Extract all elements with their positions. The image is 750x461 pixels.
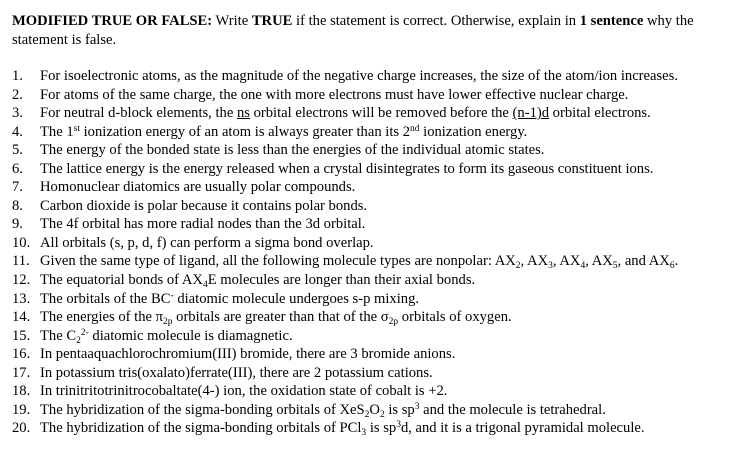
statement-item [12,86,742,105]
statement-text [40,327,742,346]
superscript: 2- [80,327,89,338]
statement-number: 13. [12,290,31,307]
statement-item [12,141,742,160]
statement-segment: For neutral d-block elements, the [40,105,237,122]
subscript: 2 [76,335,81,346]
statement-segment: , and AX [617,253,670,270]
statement-text [40,364,742,383]
statement-number: 6. [12,160,23,177]
statement-item [12,290,742,309]
instructions-text: Write [212,13,252,29]
subscript: 2p [163,317,173,328]
statement-segment: In potassium tris(oxalato)ferrate(III), there are 2 potassium cations. [40,364,433,381]
statement-text [40,160,742,179]
statement-segment: The orbitals of the BC [40,290,171,307]
statement-segment: E molecules are longer than their axial bonds. [207,272,476,289]
statement-number: 16. [12,346,31,363]
statement-segment: For isoelectronic atoms, as the magnitude of the negative charge increases, the size of the atom/ion increases. [40,68,678,84]
statement-segment: , AX [520,253,549,270]
statement-text [40,86,742,105]
statement-segment: O [369,401,380,418]
instructions-text: why the statement is false. [12,13,694,48]
statement-item [12,252,742,271]
statement-text [40,290,742,309]
subscript: 6 [669,261,675,272]
subscript: 2 [515,261,521,272]
statement-text [40,67,742,86]
subscript: 3 [361,428,367,439]
statement-number: 5. [12,142,23,159]
subscript: 4 [580,261,586,272]
statement-text [40,271,742,290]
statement-segment: The 4f orbital has more radial nodes than the 3d orbital. [40,216,366,233]
instructions-count: 1 sentence [579,13,644,29]
statement-number: 12. [12,272,31,289]
statement-segment: Homonuclear diatomics are usually polar compounds. [40,179,356,196]
statement-text [40,234,742,253]
underlined-text: (n-1)d [512,105,550,122]
statement-item [12,345,742,364]
statement-segment: All orbitals (s, p, d, f) can perform a sigma bond overlap. [40,234,374,251]
statement-text [40,382,742,401]
statement-segment: ionization energy. [419,123,528,140]
statement-segment: In pentaaquachlorochromium(III) bromide, there are 3 bromide anions. [40,346,456,363]
subscript: 3 [548,261,553,272]
statement-segment: , AX [552,253,581,270]
statement-number: 1. [12,68,23,84]
statement-segment: diatomic molecule is diamagnetic. [88,327,293,344]
statement-number: 19. [12,401,31,418]
superscript: 3 [396,420,401,431]
statement-number: 3. [12,105,23,122]
statement-segment: The lattice energy is the energy released when a crystal disintegrates to form its gaseous constituent ions. [40,160,654,177]
statement-list [12,67,742,438]
statement-segment: is sp [384,401,415,418]
statement-text [40,401,742,420]
statement-number: 9. [12,216,23,233]
statement-item [12,327,742,346]
superscript: 3 [414,401,420,412]
subscript: 4 [202,280,208,291]
statement-text [40,178,742,197]
statement-segment: In trinitritotrinitrocobaltate(4-) ion, the oxidation state of cobalt is +2. [40,383,448,400]
statement-text [40,308,742,327]
statement-text [40,252,742,271]
statement-text [40,345,742,364]
statement-number: 11. [12,253,30,270]
statement-segment: The hybridization of the sigma-bonding orbitals of XeS [40,401,365,418]
statement-number: 4. [12,123,23,140]
statement-segment: ionization energy of an atom is always greater than its 2 [79,123,411,140]
statement-number: 14. [12,309,31,326]
statement-number: 20. [12,420,31,437]
statement-segment: is sp [366,420,397,437]
statement-item [12,308,742,327]
statement-item [12,178,742,197]
statement-item [12,104,742,123]
superscript: nd [410,123,420,134]
statement-segment: diatomic molecule undergoes s-p mixing. [173,290,420,307]
statement-item [12,364,742,383]
statement-segment: , AX [585,253,613,270]
statement-item [12,382,742,401]
underlined-text: ns [236,105,250,122]
statement-number: 8. [12,197,23,214]
statement-text [40,197,742,216]
statement-segment: orbital electrons. [549,105,651,122]
subscript: 2p [388,317,399,328]
superscript: - [170,290,174,301]
statement-segment: The 1 [40,123,74,140]
instructions-keyword: TRUE [251,13,293,29]
statement-segment: The energies of the π [40,309,163,326]
statement-segment: For atoms of the same charge, the one with more electrons must have lower effective nuclear charge. [40,86,629,103]
statement-text [40,419,742,438]
statement-number: 18. [12,383,31,400]
statement-segment: d, and it is a trigonal pyramidal molecule. [400,420,645,437]
statement-segment: Carbon dioxide is polar because it contains polar bonds. [40,197,368,214]
statement-item [12,234,742,253]
statement-text [40,141,742,160]
statement-item [12,419,742,438]
statement-number: 17. [12,364,31,381]
statement-segment: orbitals are greater than that of the σ [172,309,389,326]
statement-item [12,401,742,420]
statement-segment: orbitals of oxygen. [398,309,512,326]
statement-segment: orbital electrons will be removed before the [249,105,513,122]
statement-item [12,271,742,290]
statement-item [12,197,742,216]
statement-number: 7. [12,179,23,196]
subscript: 2 [379,409,385,420]
statement-text [40,104,742,123]
statement-segment: The hybridization of the sigma-bonding orbitals of PCl [40,420,362,437]
instructions-text: if the statement is correct. Otherwise, explain in [292,13,580,29]
statement-segment: Given the same type of ligand, all the following molecule types are nonpolar: AX [40,253,516,270]
subscript: 2 [364,409,370,420]
statement-text [40,123,742,142]
subscript: 5 [612,261,618,272]
instructions-heading: MODIFIED TRUE OR FALSE: [12,13,213,29]
statement-item [12,67,742,86]
statement-item [12,160,742,179]
statement-segment: The energy of the bonded state is less than the energies of the individual atomic states. [40,142,545,159]
statement-segment: The equatorial bonds of AX [40,272,203,289]
statement-segment: and the molecule is tetrahedral. [419,401,606,418]
statement-segment: . [674,253,679,270]
instructions [12,12,742,50]
statement-number: 15. [12,327,31,344]
statement-item [12,215,742,234]
statement-segment: The C [40,327,77,344]
statement-number: 2. [12,86,23,103]
superscript: st [73,123,80,134]
statement-number: 10. [12,234,31,251]
statement-item [12,123,742,142]
statement-text [40,215,742,234]
